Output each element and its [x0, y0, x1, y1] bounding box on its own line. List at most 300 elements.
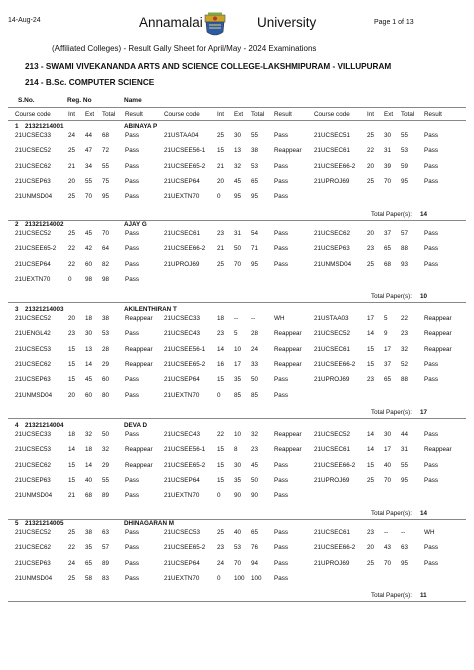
mark-course-code: 21UCSEE66-2 [314, 360, 356, 368]
mark-int: 15 [217, 461, 225, 469]
mark-total: 33 [251, 360, 259, 368]
total-papers-count: 10 [420, 293, 428, 301]
mark-course-code: 21UCSEC43 [164, 431, 201, 438]
mark-int: 22 [367, 147, 375, 155]
mark-ext: 70 [234, 260, 242, 268]
mark-result: Pass [125, 132, 139, 139]
mark-int: 15 [68, 476, 76, 484]
mark-course-code: 21UCSEC61 [314, 446, 351, 454]
mark-int: 25 [367, 476, 375, 484]
mark-ext: 65 [384, 245, 392, 253]
total-papers-count: 11 [420, 592, 427, 600]
mark-int: 15 [367, 345, 375, 353]
mark-course-code: 21UCSEC52 [15, 230, 52, 237]
mark-total: 88 [401, 245, 409, 253]
mark-result: Reappear [125, 345, 153, 353]
mark-total: 57 [102, 544, 110, 552]
mark-result: Pass [424, 360, 438, 368]
mark-course-code: 21UCSEE66-2 [314, 461, 356, 469]
mark-course-code: 21UNMSD04 [15, 492, 53, 500]
mark-ext: 70 [384, 177, 392, 185]
mark-ext: 100 [234, 574, 245, 582]
mark-int: 23 [367, 529, 375, 536]
mark-ext: 95 [234, 193, 242, 201]
mark-total: 53 [251, 162, 259, 170]
mark-int: 15 [367, 360, 375, 368]
mark-int: 15 [68, 360, 76, 368]
mark-course-code: 21UCSEC52 [314, 330, 351, 338]
mark-total: 38 [102, 315, 110, 322]
mark-total: 24 [251, 345, 259, 353]
mark-total: 93 [401, 260, 409, 268]
mark-total: 28 [251, 330, 259, 338]
mark-int: 16 [217, 360, 225, 368]
mark-total: 85 [251, 391, 259, 399]
mark-course-code: 21UCSEE65-2 [164, 162, 206, 170]
course-title: 214 - B.Sc. COMPUTER SCIENCE [25, 78, 155, 87]
mark-course-code: 21UCSEC52 [15, 147, 52, 155]
mark-course-code: 21UEXTN70 [164, 391, 200, 399]
col-header-result: Result [125, 111, 143, 118]
mark-ext: 5 [384, 315, 388, 322]
col-header-int: Int [68, 111, 76, 118]
mark-course-code: 21UNMSD04 [15, 574, 53, 582]
mark-ext: 31 [384, 147, 392, 155]
mark-total: 55 [102, 476, 110, 484]
student-regno: 21321214004 [25, 422, 64, 429]
mark-total: 23 [401, 330, 409, 338]
student-divider [8, 302, 466, 303]
mark-total: 95 [251, 193, 259, 201]
mark-total: 95 [102, 193, 110, 201]
col-header-regno: Reg. No [67, 97, 92, 104]
mark-int: 25 [68, 529, 76, 536]
mark-int: 23 [367, 376, 375, 384]
mark-int: 21 [68, 162, 76, 170]
mark-course-code: 21UCSEC61 [164, 230, 201, 237]
mark-total: 31 [401, 446, 409, 454]
mark-total: 55 [401, 132, 409, 139]
student-regno: 21321214001 [25, 123, 64, 130]
mark-result: Pass [424, 559, 438, 567]
mark-ext: 70 [85, 193, 93, 201]
mark-result: Pass [274, 230, 288, 237]
mark-course-code: 21USTAA04 [164, 132, 199, 139]
mark-total: 83 [102, 574, 110, 582]
student-sno: 3 [15, 306, 19, 313]
mark-course-code: 21UEXTN70 [164, 492, 200, 500]
mark-result: Pass [274, 529, 288, 536]
student-regno: 21321214005 [25, 520, 64, 527]
student-sno: 4 [15, 422, 19, 429]
col-header-int: Int [367, 111, 375, 118]
mark-course-code: 21UCSEE65-2 [164, 360, 206, 368]
mark-course-code: 21USTAA03 [314, 315, 349, 322]
mark-result: Pass [125, 476, 139, 484]
mark-result: Pass [424, 376, 438, 384]
mark-int: 23 [217, 544, 225, 552]
student-sno: 5 [15, 520, 19, 527]
mark-ext: 10 [234, 431, 242, 438]
mark-total: 53 [401, 147, 409, 155]
mark-total: 50 [251, 476, 259, 484]
mark-course-code: 21UCSEE65-2 [164, 544, 206, 552]
mark-int: 23 [217, 230, 225, 237]
mark-result: Reappear [125, 360, 153, 368]
total-papers-label: Total Paper(s): [371, 408, 412, 416]
mark-ext: 30 [234, 132, 242, 139]
mark-course-code: 21UCSEE66-2 [314, 544, 356, 552]
col-header-name: Name [124, 97, 142, 104]
mark-int: 18 [217, 315, 225, 322]
mark-ext: 70 [384, 559, 392, 567]
mark-result: Pass [424, 544, 438, 552]
mark-int: 21 [68, 492, 76, 500]
col-header-course-code: Course code [15, 111, 51, 118]
mark-int: 15 [217, 147, 225, 155]
mark-result: Pass [274, 245, 288, 253]
mark-result: Pass [125, 275, 139, 283]
mark-result: Reappear [274, 330, 302, 338]
mark-ext: 37 [384, 230, 392, 237]
mark-result: WH [274, 315, 285, 322]
mark-result: Pass [125, 431, 139, 438]
mark-result: Pass [274, 461, 288, 469]
mark-result: Reappear [274, 147, 302, 155]
mark-course-code: 21UCSEP64 [15, 260, 51, 268]
page-number: Page 1 of 13 [374, 19, 414, 26]
mark-total: 95 [401, 476, 409, 484]
mark-ext: 68 [85, 492, 93, 500]
mark-total: 64 [102, 245, 110, 253]
mark-result: Pass [424, 177, 438, 185]
mark-result: Reappear [424, 446, 452, 454]
col-header-ext: Ext [85, 111, 95, 118]
mark-total: 60 [102, 376, 110, 384]
mark-int: 23 [367, 245, 375, 253]
mark-result: Reappear [424, 345, 452, 353]
student-divider [8, 418, 466, 419]
mark-result: Pass [125, 376, 139, 384]
mark-course-code: 21UCSEP63 [15, 376, 51, 384]
total-papers-count: 14 [420, 509, 428, 517]
mark-total: 50 [251, 376, 259, 384]
mark-ext: 45 [234, 177, 242, 185]
mark-total: 100 [251, 574, 262, 582]
mark-total: 32 [401, 345, 409, 353]
sheet-subtitle: (Affiliated Colleges) - Result Gally Sheet for April/May - 2024 Examinations [52, 44, 317, 53]
mark-course-code: 21UCSEC62 [15, 544, 52, 552]
mark-result: Pass [274, 162, 288, 170]
mark-int: 25 [217, 529, 225, 536]
mark-ext: 58 [85, 574, 93, 582]
mark-int: 25 [68, 147, 76, 155]
mark-total: 32 [251, 431, 259, 438]
mark-course-code: 21UCSEE56-1 [164, 147, 206, 155]
mark-ext: 14 [85, 360, 93, 368]
mark-course-code: 21UCSEC53 [15, 345, 52, 353]
mark-int: 22 [68, 544, 76, 552]
mark-ext: 40 [234, 529, 242, 536]
col-header-course-code: Course code [314, 111, 350, 118]
mark-result: Pass [274, 391, 288, 399]
mark-result: Reappear [274, 345, 302, 353]
mark-int: 20 [68, 177, 76, 185]
mark-ext: 10 [234, 345, 242, 353]
mark-total: 68 [102, 132, 110, 139]
mark-int: 15 [68, 461, 76, 469]
mark-total: 89 [102, 492, 110, 500]
mark-result: Pass [424, 260, 438, 268]
mark-ext: 30 [384, 431, 392, 438]
mark-int: 0 [68, 275, 72, 283]
mark-total: 55 [251, 132, 259, 139]
mark-result: Pass [125, 544, 139, 552]
mark-course-code: 21UPROJ69 [314, 376, 350, 384]
mark-int: 0 [217, 193, 221, 201]
mark-ext: 17 [384, 345, 392, 353]
mark-total: 57 [401, 230, 409, 237]
mark-course-code: 21UEXTN70 [164, 574, 200, 582]
mark-total: 32 [102, 446, 110, 454]
total-papers-label: Total Paper(s): [371, 210, 412, 218]
mark-total: -- [251, 315, 256, 322]
mark-course-code: 21UCSEC53 [15, 446, 52, 454]
col-header-result: Result [274, 111, 292, 118]
mark-result: Reappear [274, 431, 302, 438]
mark-result: Pass [125, 230, 139, 237]
col-header-total: Total [401, 111, 415, 118]
mark-int: 25 [217, 132, 225, 139]
mark-ext: 35 [234, 376, 242, 384]
total-papers-label: Total Paper(s): [371, 509, 412, 517]
mark-int: 0 [217, 574, 221, 582]
mark-total: 95 [401, 177, 409, 185]
mark-total: 76 [251, 544, 259, 552]
mark-int: 24 [217, 559, 225, 567]
mark-result: Pass [274, 544, 288, 552]
mark-ext: 70 [384, 476, 392, 484]
mark-ext: 50 [234, 245, 242, 253]
mark-ext: 42 [85, 245, 93, 253]
mark-ext: 14 [85, 461, 93, 469]
mark-course-code: 21UPROJ69 [314, 177, 350, 185]
mark-ext: 98 [85, 275, 93, 283]
mark-int: 15 [367, 461, 375, 469]
mark-ext: 34 [85, 162, 93, 170]
mark-total: 72 [102, 147, 110, 155]
mark-int: 24 [68, 132, 76, 139]
mark-ext: 40 [85, 476, 93, 484]
mark-course-code: 21UCSEC61 [314, 345, 351, 353]
mark-int: 21 [217, 245, 225, 253]
student-name: AJAY G [124, 221, 147, 228]
mark-result: Pass [125, 492, 139, 500]
mark-course-code: 21UCSEP63 [15, 476, 51, 484]
mark-total: 89 [102, 559, 110, 567]
mark-total: 29 [102, 461, 110, 469]
mark-result: Pass [274, 376, 288, 384]
mark-int: 25 [367, 177, 375, 185]
mark-ext: 55 [85, 177, 93, 185]
mark-int: 20 [367, 544, 375, 552]
mark-course-code: 21UCSEE66-2 [164, 245, 206, 253]
mark-int: 24 [68, 559, 76, 567]
col-header-total: Total [102, 111, 116, 118]
mark-total: 50 [102, 431, 110, 438]
col-header-total: Total [251, 111, 265, 118]
mark-int: 0 [217, 391, 221, 399]
mark-total: 90 [251, 492, 259, 500]
header-divider-bottom [8, 120, 466, 121]
mark-result: Pass [274, 574, 288, 582]
mark-total: 53 [102, 330, 110, 338]
mark-int: 22 [68, 260, 76, 268]
mark-result: Pass [274, 132, 288, 139]
mark-ext: 9 [384, 330, 388, 338]
mark-ext: 18 [85, 446, 93, 454]
mark-int: 18 [68, 431, 76, 438]
mark-ext: 13 [234, 147, 242, 155]
mark-course-code: 21UCSEP63 [15, 559, 51, 567]
mark-course-code: 21UCSEC51 [314, 132, 351, 139]
mark-course-code: 21UCSEC33 [164, 315, 201, 322]
mark-result: Pass [424, 132, 438, 139]
col-header-ext: Ext [384, 111, 394, 118]
mark-total: 54 [251, 230, 259, 237]
mark-course-code: 21UCSEC53 [164, 529, 201, 536]
mark-result: Pass [125, 574, 139, 582]
mark-total: 59 [401, 162, 409, 170]
student-name: DEVA D [124, 422, 148, 429]
mark-ext: 53 [234, 544, 242, 552]
student-sno: 2 [15, 221, 19, 228]
mark-ext: 17 [384, 446, 392, 454]
mark-total: 65 [251, 177, 259, 185]
mark-int: 15 [68, 345, 76, 353]
mark-result: Pass [125, 529, 139, 536]
mark-result: Pass [125, 391, 139, 399]
mark-ext: 47 [85, 147, 93, 155]
mark-int: 20 [68, 391, 76, 399]
student-sno: 1 [15, 123, 19, 130]
mark-ext: 60 [85, 260, 93, 268]
mark-int: 23 [217, 330, 225, 338]
mark-course-code: 21UCSEE56-1 [164, 446, 206, 454]
university-name-right: University [257, 15, 317, 30]
mark-result: Pass [125, 559, 139, 567]
mark-total: 94 [251, 559, 259, 567]
mark-result: Pass [274, 260, 288, 268]
mark-ext: 68 [384, 260, 392, 268]
mark-total: 98 [102, 275, 110, 283]
mark-course-code: 21UCSEE66-2 [314, 162, 356, 170]
mark-total: 95 [401, 559, 409, 567]
print-date: 14-Aug-24 [8, 17, 41, 24]
mark-int: 20 [367, 230, 375, 237]
mark-int: 25 [367, 260, 375, 268]
mark-ext: 40 [384, 461, 392, 469]
university-name-left: Annamalai [139, 15, 203, 30]
mark-int: 0 [217, 492, 221, 500]
mark-result: Pass [424, 476, 438, 484]
mark-total: 71 [251, 245, 259, 253]
mark-course-code: 21UPROJ69 [314, 559, 350, 567]
mark-int: 22 [217, 431, 225, 438]
mark-total: 29 [102, 360, 110, 368]
college-title: 213 - SWAMI VIVEKANANDA ARTS AND SCIENCE COLLEGE-LAKSHMIPURAM - VILLUPURAM [25, 62, 392, 71]
mark-result: Reappear [125, 446, 153, 454]
mark-int: 25 [68, 574, 76, 582]
mark-int: 22 [68, 245, 76, 253]
mark-result: Pass [125, 177, 139, 185]
col-header-result: Result [424, 111, 442, 118]
mark-course-code: 21UCSEC52 [15, 315, 52, 322]
mark-ext: 32 [234, 162, 242, 170]
mark-int: 14 [217, 345, 225, 353]
student-name: AKILENTHIRAN T [124, 306, 177, 313]
mark-total: 45 [251, 461, 259, 469]
student-name: DHINAGARAN M [124, 520, 175, 527]
mark-total: 63 [102, 529, 110, 536]
mark-ext: 18 [85, 315, 93, 322]
mark-result: Pass [274, 193, 288, 201]
mark-course-code: 21UCSEE56-1 [164, 345, 206, 353]
col-header-int: Int [217, 111, 225, 118]
mark-ext: 5 [234, 330, 238, 338]
mark-result: Pass [125, 330, 139, 338]
mark-course-code: 21UCSEC62 [314, 230, 351, 237]
mark-course-code: 21UCSEP64 [164, 177, 200, 185]
mark-result: Pass [125, 260, 139, 268]
mark-result: Reappear [424, 315, 452, 322]
mark-ext: 60 [85, 391, 93, 399]
mark-total: 55 [102, 162, 110, 170]
mark-ext: 32 [85, 431, 93, 438]
mark-int: 25 [367, 559, 375, 567]
mark-ext: 30 [85, 330, 93, 338]
mark-course-code: 21UCSEE65-2 [164, 461, 206, 469]
mark-int: 17 [367, 315, 375, 322]
mark-total: 95 [251, 260, 259, 268]
col-header-course-code: Course code [164, 111, 200, 118]
mark-course-code: 21UNMSD04 [15, 391, 53, 399]
mark-course-code: 21UCSEP64 [164, 476, 200, 484]
mark-total: 75 [102, 177, 110, 185]
mark-int: 25 [68, 230, 76, 237]
mark-course-code: 21UCSEC62 [15, 360, 52, 368]
total-papers-label: Total Paper(s): [371, 293, 412, 301]
mark-course-code: 21UCSEC52 [15, 529, 52, 536]
mark-result: Reappear [424, 330, 452, 338]
mark-ext: 37 [384, 360, 392, 368]
mark-ext: 13 [85, 345, 93, 353]
total-papers-count: 14 [420, 210, 428, 218]
mark-ext: 85 [234, 391, 242, 399]
mark-result: Reappear [274, 446, 302, 454]
mark-result: Pass [274, 559, 288, 567]
mark-result: Reappear [274, 360, 302, 368]
total-papers-label: Total Paper(s): [371, 592, 412, 600]
mark-ext: 8 [234, 446, 238, 454]
mark-result: Pass [125, 245, 139, 253]
mark-int: 15 [217, 376, 225, 384]
student-divider [8, 220, 466, 221]
col-header-ext: Ext [234, 111, 244, 118]
mark-result: Pass [424, 230, 438, 237]
mark-ext: 30 [234, 461, 242, 469]
mark-int: 25 [367, 132, 375, 139]
